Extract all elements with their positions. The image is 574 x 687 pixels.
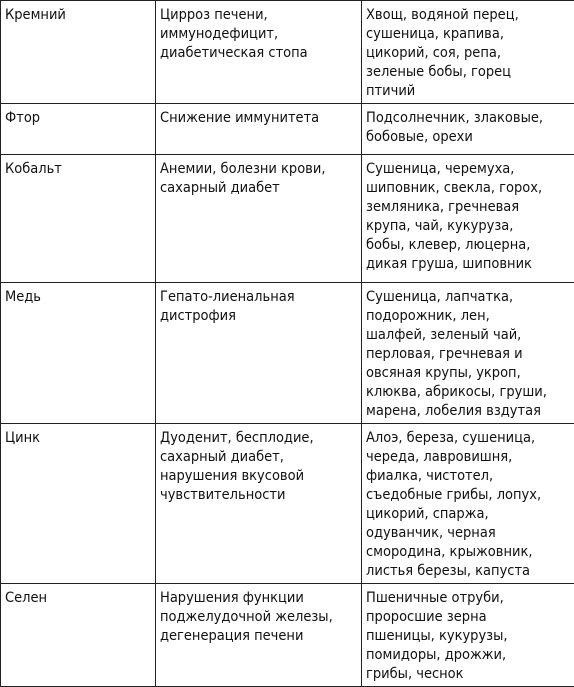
table-row bbox=[1, 104, 574, 155]
table-row bbox=[1, 283, 574, 424]
element-cell: Кобальт bbox=[1, 155, 156, 283]
diseases-cell: Цирроз печени, иммунодефицит, диабетическая стопа bbox=[156, 1, 362, 104]
table-row bbox=[1, 155, 574, 283]
plants-cell: Алоэ, береза, сушеница, череда, лавровишня, фиалка, чистотел, съедобные грибы, лопух, цикорий, спаржа, одуванчик, черная смородина, крыжовник, листья березы, капуста bbox=[362, 424, 574, 584]
plants-cell: Сушеница, лапчатка, подорожник, лен, шалфей, зеленый чай, перловая, гречневая и овсяная крупы, укроп, клюква, абрикосы, груши, марена, лобелия вздутая bbox=[362, 283, 574, 424]
diseases-cell: Нарушения функции поджелудочной железы, дегенерация печени bbox=[156, 584, 362, 687]
table-row bbox=[1, 424, 574, 584]
diseases-cell: Снижение иммунитета bbox=[156, 104, 362, 155]
table-row bbox=[1, 1, 574, 104]
plants-cell: Сушеница, черемуха, шиповник, свекла, горох, земляника, гречневая крупа, чай, кукуруза, бобы, клевер, люцерна, дикая груша, шиповник bbox=[362, 155, 574, 283]
diseases-cell: Анемии, болезни крови, сахарный диабет bbox=[156, 155, 362, 283]
diseases-cell: Дуоденит, бесплодие, сахарный диабет, нарушения вкусовой чувствительности bbox=[156, 424, 362, 584]
plants-cell: Подсолнечник, злаковые, бобовые, орехи bbox=[362, 104, 574, 155]
element-cell: Цинк bbox=[1, 424, 156, 584]
element-cell: Медь bbox=[1, 283, 156, 424]
element-cell: Фтор bbox=[1, 104, 156, 155]
plants-cell: Пшеничные отруби, проросшие зерна пшеницы, кукурузы, помидоры, дрожжи, грибы, чеснок bbox=[362, 584, 574, 687]
table-row bbox=[1, 584, 574, 687]
plants-cell: Хвощ, водяной перец, сушеница, крапива, цикорий, соя, репа, зеленые бобы, горец птичий bbox=[362, 1, 574, 104]
element-cell: Селен bbox=[1, 584, 156, 687]
diseases-cell: Гепато-лиенальная дистрофия bbox=[156, 283, 362, 424]
element-cell: Кремний bbox=[1, 1, 156, 104]
